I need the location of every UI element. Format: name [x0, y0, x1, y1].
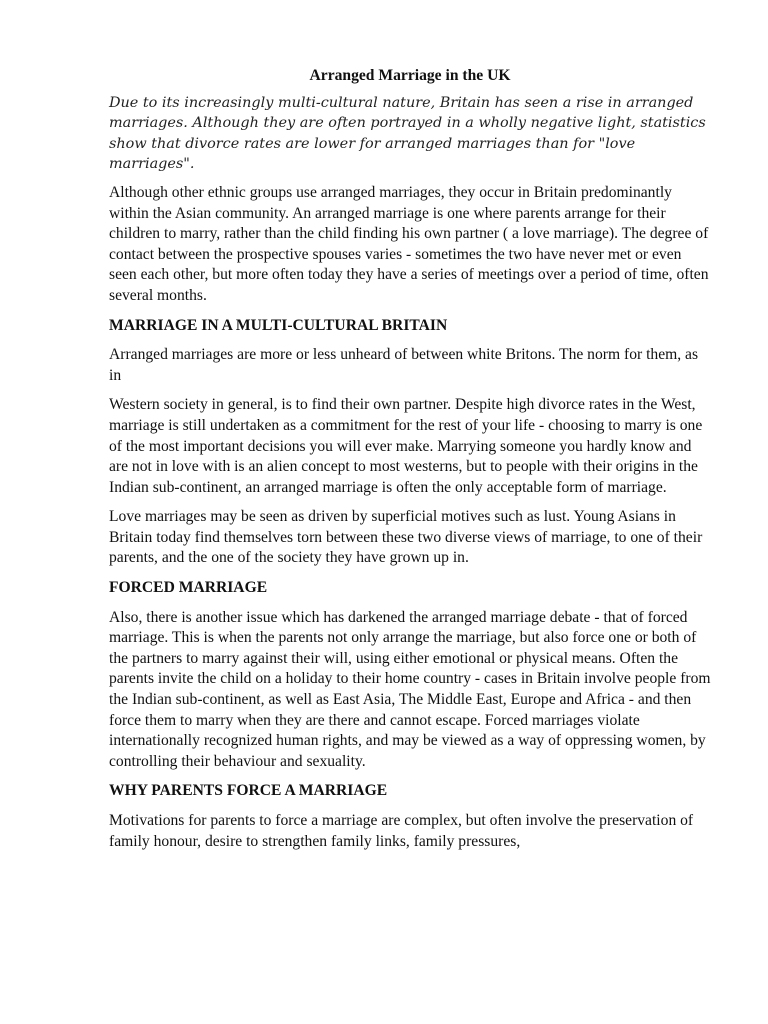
body-paragraph: Motivations for parents to force a marriage are complex, but often involve the preservation of family honour, desire to strengthen family links, family pressures, — [109, 812, 694, 850]
body-paragraph: Love marriages may be seen as driven by superficial motives such as lust. Young Asians in Britain today find themselves torn between these two diverse views of marriage, to one of their parents, and the one of the society they have grown up in. — [109, 508, 703, 567]
body-paragraph: Although other ethnic groups use arranged marriages, they occur in Britain predominantly within the Asian community. An arranged marriage is one where parents arrange for their children to marry, rather than the child finding his own partner ( a love marriage). The degree of contact between the prospective spouses varies - sometimes the two have never met or even seen each other, but more often today they have a series of meetings over a period of time, often several months. — [109, 183, 709, 304]
body-paragraph: Western society in general, is to find their own partner. Despite high divorce rates in the West, marriage is still undertaken as a commitment for the rest of your life - choosing to marry is one of the most important decisions you will ever make. Marrying someone you hardly know and are not in love with is an alien concept to most westerns, but to people with their origins in the Indian sub-continent, an arranged marriage is often the only acceptable form of marriage. — [109, 396, 703, 496]
document-page — [109, 66, 711, 861]
intro-paragraph: Due to its increasingly multi-cultural nature, Britain has seen a rise in arranged marriages. Although they are often portrayed in a wholly negative light, statistics show that divorce rates are lower for arranged marriages than for "love marriages". — [109, 94, 706, 173]
body-paragraph: Also, there is another issue which has darkened the arranged marriage debate - that of forced marriage. This is when the parents not only arrange the marriage, but also force one or both of the partners to marry against their will, using either emotional or physical means. Often the parents invite the child on a holiday to their home country - cases in Britain involve people from the Indian sub-continent, as well as East Asia, The Middle East, Europe and Africa - and then force them to marry when they are there and cannot escape. Forced marriages violate internationally recognized human rights, and may be viewed as a way of oppressing women, by controlling their behaviour and sexuality. — [109, 608, 711, 770]
section-heading: WHY PARENTS FORCE A MARRIAGE — [109, 782, 388, 800]
body-paragraph: Arranged marriages are more or less unheard of between white Britons. The norm for them, as in — [109, 346, 699, 384]
section-heading: MARRIAGE IN A MULTI-CULTURAL BRITAIN — [109, 316, 448, 334]
section-heading: FORCED MARRIAGE — [109, 579, 268, 597]
document-title: Arranged Marriage in the UK — [309, 67, 511, 84]
